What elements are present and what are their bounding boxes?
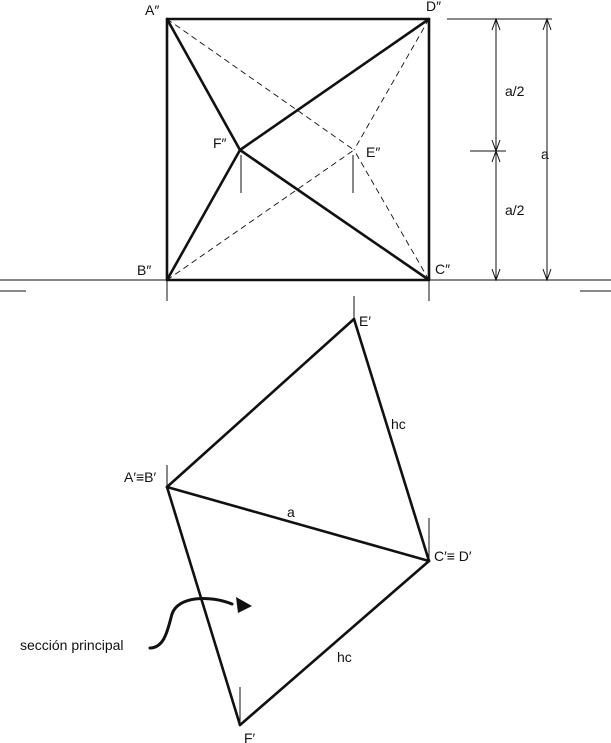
label-a-elev: A″ [145,2,160,18]
dim-total: a [541,146,549,162]
edge-b-f [167,150,240,280]
hidden-edge-c-e [354,150,429,280]
hidden-edge-b-e [167,150,354,280]
dim-upper-half: a/2 [505,83,525,99]
label-e-elev: E″ [366,144,381,160]
label-cd-plan: C′≡ D′ [434,548,472,564]
dim-lower-half: a/2 [505,202,525,218]
edge-c-f [240,150,429,280]
label-c-elev: C″ [435,261,451,277]
dimension-lines [447,19,552,280]
edge-d-f [240,19,429,150]
plan-view [124,296,472,743]
edge-ab-cd [167,487,429,561]
ground-line [0,280,611,291]
label-f-elev: F″ [213,135,227,151]
elevation-square [167,19,429,280]
hidden-edge-a-e [167,19,354,150]
label-b-elev: B″ [137,262,152,278]
edge-label-hc-top: hc [391,416,406,432]
callout-arrow [150,598,232,648]
hidden-edge-d-e [354,19,429,150]
edge-e-cd [354,319,429,561]
label-f-plan: F′ [244,730,256,743]
elevation-view [137,0,450,301]
callout-label: sección principal [20,637,124,653]
label-ab-plan: A′≡B′ [124,469,157,485]
label-d-elev: D″ [426,0,442,14]
callout-arrowhead [236,597,252,613]
edge-label-hc-bottom: hc [337,649,352,665]
principal-section-callout [20,597,252,653]
edge-ab-e [167,319,354,487]
label-e-plan: E′ [359,313,371,329]
edge-a-f [167,19,240,150]
edge-label-a: a [287,504,295,520]
edge-cd-f [240,561,429,725]
